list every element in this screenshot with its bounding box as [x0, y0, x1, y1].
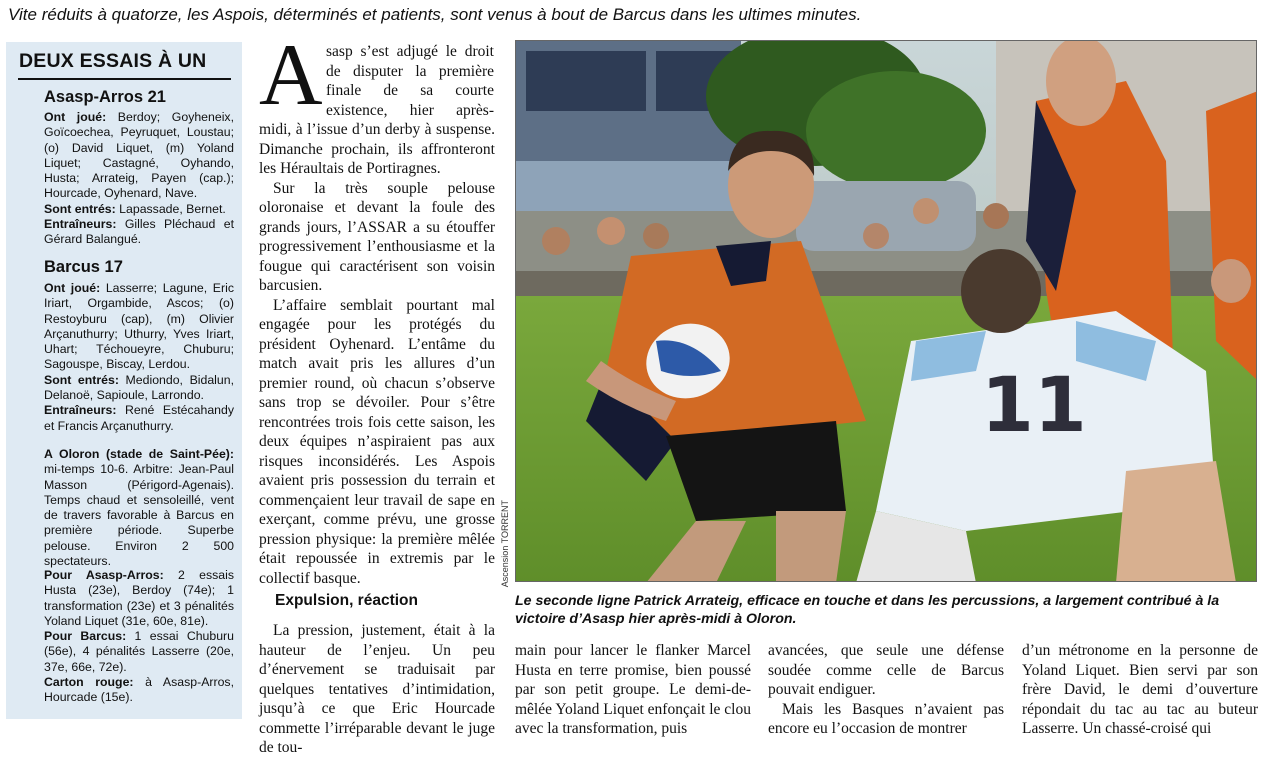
team2-coaches: René Estécahandy et Francis Arçanuthurry.	[44, 403, 234, 433]
photo-caption: Le seconde ligne Patrick Arrateig, efficace en touche et dans les percussions, a largement contribué à la victoire d’Asasp hier après-midi à Oloron.	[515, 593, 1220, 627]
sidebar-title-rule	[18, 78, 231, 80]
article-column-2	[515, 641, 751, 739]
team2-lineup	[44, 281, 234, 434]
photo-credit: Ascension TORRENT	[500, 500, 510, 588]
sidebar-title: DEUX ESSAIS À UN	[19, 50, 207, 72]
article-column-4	[1022, 641, 1258, 739]
team1-lineup	[44, 110, 234, 248]
lead-line-2: de disputer la première	[326, 62, 494, 80]
rugby-photo	[515, 40, 1257, 582]
article-paragraph-3: L’affaire semblait pourtant mal engagée pour les protégés du président Oyhenard. L’entâme du match avait pris les allures d’un premier round, où chacun s’observe sans trop se dévoiler. Pour s’être rencontrées trois fois cette saison, les deux équipes n’aspiraient pas aux risques inconsidérés. Les Aspois avaient pris possession du terrain et commençaient leur travail de sape en exerçant, comme prévu, une grosse pression physique: la première mêlée était repoussée in extremis par le collectif basque.	[259, 296, 495, 587]
scoring-info	[44, 568, 234, 706]
scoring1-text: 2 essais Husta (23e), Berdoy (74e); 1 transformation (23e) et 3 pénalités Yoland Liquet (31e, 60e, 81e).	[44, 568, 234, 628]
venue-info	[44, 447, 234, 569]
team1-name: Asasp-Arros 21	[44, 88, 166, 106]
scoring2-label: Pour Barcus:	[44, 629, 127, 644]
column-2-text: main pour lancer le flanker Marcel Husta en terre promise, bien poussé par son petit groupe. Le demi-de-mêlée Yoland Liquet enfonçait le clou avec la transformation, puis	[515, 642, 751, 737]
team1-coaches: Gilles Pléchaud et Gérard Balangué.	[44, 217, 234, 247]
article-paragraph-1: midi, à l’issue d’un derby à suspense. Dimanche prochain, ils affronteront les Héraultais de Portiragnes.	[259, 121, 495, 177]
team2-subs: Mediondo, Bidalun, Delanoë, Sapioule, Larrondo.	[44, 372, 235, 403]
team2-played-label: Ont joué:	[44, 281, 101, 295]
column-3-paragraph-1: avancées, que seule une défense soudée comme celle de Barcus pouvait endiguer.	[768, 642, 1004, 698]
team1-subs-label: Sont entrés:	[44, 201, 116, 216]
top-caption: Vite réduits à quatorze, les Aspois, déterminés et patients, sont venus à bout de Barcus dans les ultimes minutes.	[8, 5, 862, 24]
match-sheet-sidebar	[6, 42, 242, 719]
team1-played-label: Ont joué:	[44, 110, 107, 124]
team1-subs: Lapassade, Bernet.	[119, 201, 226, 216]
article-subhead: Expulsion, réaction	[275, 592, 418, 609]
team1-coaches-label: Entraîneurs:	[44, 217, 117, 232]
team1-played: Berdoy; Goyheneix, Goïcoechea, Peyruquet, Loustau; (o) David Liquet, (m) Yoland Liquet; Castagné, Oyhando, Husta; Arrateig, Payen (cap.); Hourcade, Oyhenard, Nave.	[44, 110, 234, 201]
red-card-label: Carton rouge:	[44, 675, 134, 690]
jersey-number: 11	[981, 360, 1087, 449]
article-column-1-bottom	[259, 621, 495, 758]
team2-subs-label: Sont entrés:	[44, 372, 119, 387]
lead-line-1: sasp s’est adjugé le droit	[326, 43, 494, 60]
scoring1-label: Pour Asasp-Arros:	[44, 568, 164, 582]
team2-played: Lasserre; Lagune, Eric Iriart, Orgambide, Ascos; (o) Restoyburu (cap), (m) Olivier Arçanuthurry; Uthurry, Yves Iriart, Uhart; Téchoueyre, Chuburu; Sagouspe, Biscay, Lerdou.	[44, 281, 234, 372]
article-lead-lines	[326, 42, 494, 120]
lead-line-3: finale de sa courte	[326, 82, 494, 99]
article-paragraph-2: Sur la très souple pelouse oloronaise et devant la foule des grands jours, l’ASSAR a su étouffer progressivement l’enthousiasme et la fougue qui caractérisent son voisin barcusien.	[259, 179, 495, 294]
venue-label: A Oloron (stade de Saint-Pée):	[44, 447, 234, 461]
column-3-paragraph-2: Mais les Basques n’avaient pas encore eu l’occasion de montrer	[768, 700, 1004, 737]
rugby-photo-illustration	[516, 41, 1257, 582]
lead-line-4: existence, hier après-	[326, 101, 494, 119]
article-paragraph-4: La pression, justement, était à la hauteur de l’enjeu. Un peu d’énervement se traduisait par quelques tentatives d’intimidation, jusqu’à ce que Eric Hourcade commette l’irréparable devant le juge de tou-	[259, 622, 495, 756]
article-column-1	[259, 120, 495, 588]
team2-name: Barcus 17	[44, 258, 123, 276]
dropcap-letter: A	[259, 27, 323, 124]
column-4-text: d’un métronome en la personne de Yoland Liquet. Bien servi par son frère David, le demi d’ouverture répondait du tac au tac au buteur Lasserre. Un chassé-croisé qui	[1022, 642, 1258, 737]
article-column-3	[768, 641, 1004, 739]
team2-coaches-label: Entraîneurs:	[44, 403, 117, 418]
red-card-text: à Asasp-Arros, Hourcade (15e).	[44, 675, 234, 705]
scoring2-text: 1 essai Chuburu (56e), 4 pénalités Lasserre (20e, 37e, 66e, 72e).	[44, 629, 234, 674]
venue-text: mi-temps 10-6. Arbitre: Jean-Paul Masson (Périgord-Agenais). Temps chaud et sensoleillé, vent de travers favorable à Barcus en première période. Superbe pelouse. Environ 2 500 spectateurs.	[44, 462, 234, 569]
